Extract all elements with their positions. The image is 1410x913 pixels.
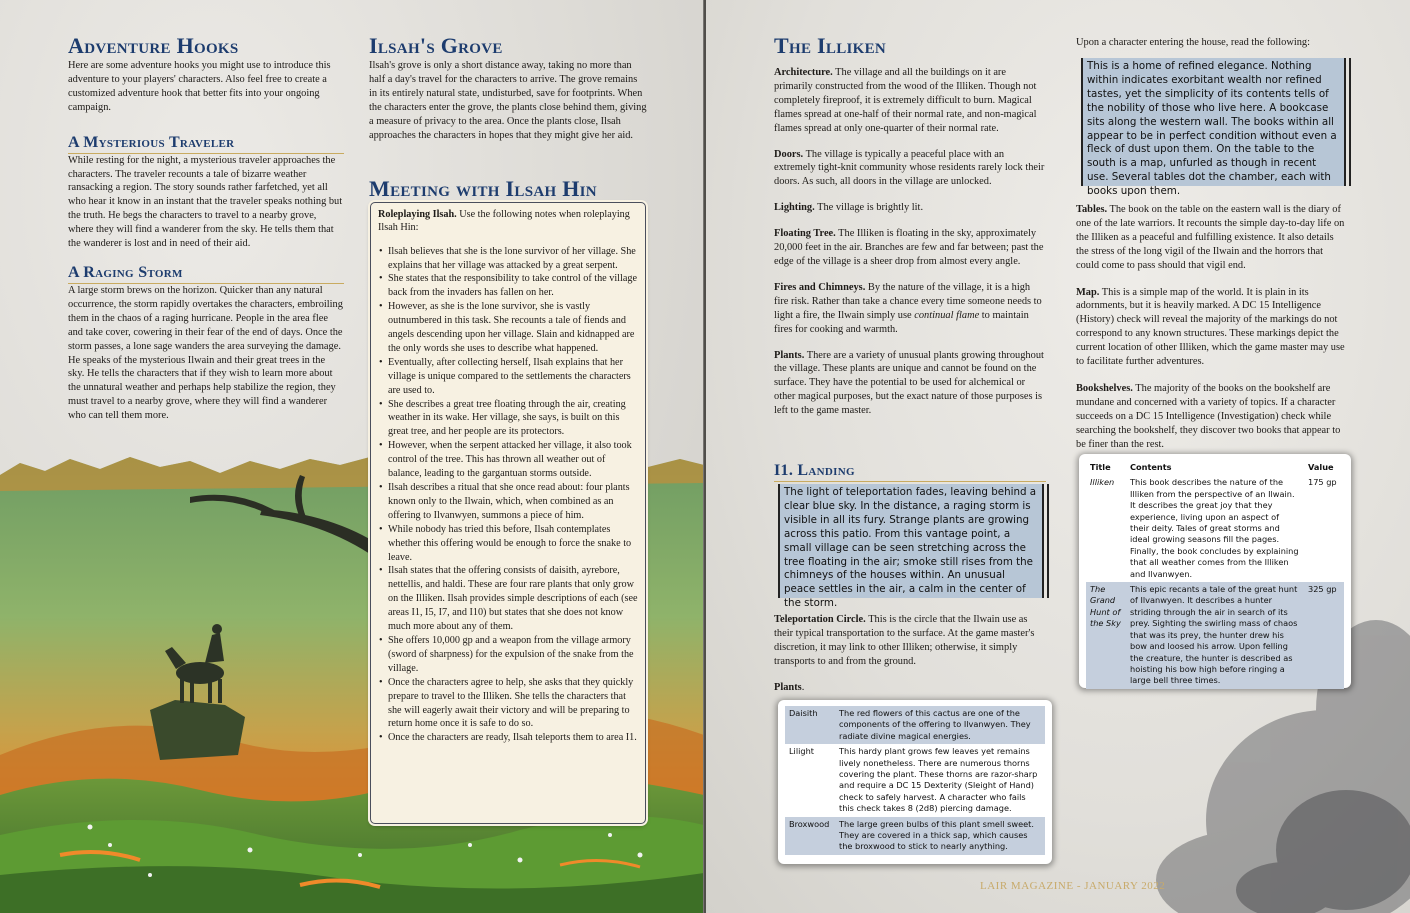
lighting-paragraph: [774, 201, 1046, 215]
col-contents-header: Contents: [1130, 462, 1172, 472]
architecture-paragraph: [774, 66, 1046, 136]
teleportation-circle-paragraph: [774, 613, 1046, 669]
book-value: 325 gp: [1304, 582, 1344, 689]
table-row: [785, 706, 1045, 744]
books-table: [1086, 460, 1344, 689]
mysterious-traveler-title: A Mysterious Traveler: [68, 134, 344, 154]
tables-paragraph: [1076, 203, 1348, 273]
books-table-card: [1079, 454, 1351, 688]
roleplaying-bullet: • However, when the serpent attacked her village, it also took control of the tree. This has thrown all weather out of balance, leading to the gargantuan storms outside.: [378, 439, 638, 481]
floating-tree-label: Floating Tree.: [774, 228, 836, 240]
roleplaying-sidebar: [370, 202, 646, 824]
floating-tree-paragraph: [774, 227, 1046, 269]
table-row: [1086, 582, 1344, 689]
doors-paragraph: [774, 148, 1046, 190]
house-details: [1076, 203, 1348, 452]
table-row: [1086, 475, 1344, 582]
lighting-label: Lighting.: [774, 202, 815, 214]
plants-table-caption: [774, 681, 1046, 695]
house-section: [1076, 36, 1348, 50]
bookshelves-label: Bookshelves.: [1076, 382, 1133, 394]
floating-tree-text: The Illiken is floating in the sky, approximately 20,000 feet in the air. Branches are few and far between; past the edge of the village is a sheer drop from almost every angle.: [774, 228, 1044, 267]
lighting-text: The village is brightly lit.: [814, 202, 924, 214]
plants-paragraph: [774, 349, 1046, 419]
tables-text: The book on the table on the eastern wall is the diary of one of the late warriors. It recounts the simple day-to-day life on the Illiken as a peaceful and fulfilling existence. It also details the stress of the long vigil of the Ilwain and the horrors that could come to pass should that vigil end.: [1076, 204, 1345, 271]
doors-text: The village is typically a peaceful place with an extremely tight-knit community whose residents rarely lock their doors. As such, all doors in the village are unlocked.: [774, 148, 1045, 188]
roleplaying-bullet: • Ilsah states that the offering consists of daisith, ayrebore, nettellis, and haldi. These are four rare plants that only grow on the Illiken. Ilsah provides simple descriptions of each (see areas I1, I5, I7, and I10) but states that she does not know much more about any of them.: [378, 564, 638, 634]
house-readaloud: This is a home of refined elegance. Nothing within indicates exorbitant wealth nor refined tastes, yet the simplicity of its contents tells of the nobility of those who live here. A bookcase sits along the western wall. The books within all appear to be in perfect condition without even a fleck of dust upon them. On the table to the south is a map, unfurled as though in recent use. Several tables dot the chamber, each with books upon them.: [1081, 58, 1346, 186]
book-value: 175 gp: [1308, 477, 1337, 488]
raging-storm-text: A large storm brews on the horizon. Quicker than any natural occurrence, the storm rapidly overtakes the characters, embroiling them in the chaos of a raging hurricane. People in the area flee and take cover, cowering in their fear of the end of days. Once the storm passes, a lone sage wanders the area surveying the damage. He speaks of the mysterious Ilwain and their great trees in the sky. He tells the characters that if they wish to learn more about the unnatural weather and perhaps help stabilize the region, they must travel to a nearby grove, where they will find a wanderer who can tell them more.: [68, 284, 343, 422]
fires-text-b: to maintain fires for cooking and warmth.: [774, 309, 1029, 335]
roleplaying-bullet: • She describes a great tree floating through the air, creating weather in its wake. Her village, she says, is built on this great tree, and her people are its protectors.: [378, 398, 638, 440]
plants-text: There are a variety of unusual plants growing throughout the village. These plants are unique and cannot be found on the surface. They have the potential to be used for alchemical or other magical purposes, but the exact nature of those purposes is left to the game master.: [774, 349, 1044, 417]
map-label: Map.: [1076, 286, 1100, 298]
book-title: Illiken: [1090, 477, 1115, 488]
map-text: This is a simple map of the world. It is plain in its adornments, but it is heavily marked. A DC 15 Intelligence (History) check will reveal the majority of the markings do not correspond to any known structures. These markings depict the current location of other Illiken, which the game master may use to facilitate further adventures.: [1076, 286, 1345, 368]
doors-label: Doors.: [774, 148, 804, 160]
page-footer: LAIR MAGAZINE - JANUARY 2022: [980, 880, 1166, 892]
roleplaying-intro: [378, 208, 638, 235]
plants-table-caption-end: .: [801, 681, 805, 693]
tables-label: Tables.: [1076, 204, 1108, 215]
roleplaying-bullet: • She states that the responsibility to take control of the village back from the invaders has fallen on her.: [378, 272, 638, 300]
roleplaying-intro-text: Use the following notes when roleplaying Ilsah Hin:: [378, 209, 630, 234]
fires-spell: continual flame: [914, 309, 980, 321]
teleportation-circle-section: [774, 613, 1046, 695]
plant-desc: The large green bulbs of this plant smell sweet. They are covered in a thick sap, which causes the broxwood to stick to nearly anything.: [835, 817, 1045, 855]
roleplaying-bullet: • Eventually, after collecting herself, Ilsah explains that her village is unique compared to the settlements the characters are used to.: [378, 356, 638, 398]
mysterious-traveler-text: While resting for the night, a mysterious traveler approaches the characters. The traveler recounts a tale of bizarre weather ransacking a region. The story sounds rather farfetched, yet all who hear it know in an instant that the traveler speaks nothing but the truth. He begs the characters to travel to a nearby grove, where they will find a wanderer from the sky. He tells them that the wanderer is lost and in need of their aid.: [68, 154, 343, 250]
raging-storm-title: A Raging Storm: [68, 264, 344, 284]
plant-desc: The red flowers of this cactus are one of the components of the offering to Ilvanwyen. They radiate divine magical energies.: [835, 706, 1045, 744]
architecture-text: The village and all the buildings on it are primarily constructed from the wood of the Illiken. Though not completely fireproof, it is extremely difficult to burn. Magical flames spread at one-half of their normal rate, and non-magical flames spread at only one-quarter of their normal rate.: [774, 67, 1037, 134]
plant-name: Daisith: [785, 706, 835, 744]
book-title: The Grand Hunt of the Sky: [1086, 582, 1126, 689]
adventure-hooks-intro: Here are some adventure hooks you might use to introduce this adventure to your players' characters. Also feel free to create a customized adventure hook that better fits into your ongoing campaign.: [68, 60, 331, 113]
meeting-title: Meeting with Ilsah Hin: [369, 176, 597, 201]
roleplaying-bullet: • Ilsah describes a ritual that she once read about: four plants known only to the Ilwain, which, when combined as an offering to Ilvanwyen, summons a piece of him.: [378, 481, 638, 523]
roleplaying-bullet: • While nobody has tried this before, Ilsah contemplates whether this offering would be enough to force the snake to leave.: [378, 523, 638, 565]
adventure-hooks-section: [68, 33, 344, 423]
book-contents: This epic recants a tale of the great hunt of Ilvanwyen. It describes a hunter striding through the air in search of its prey. Sighting the swirling mass of chaos that was its prey, the hunter drew his bow and loosed his arrow. Upon felling the creature, the hunter is described as hoisting his bow high before ringing a large bell three times.: [1126, 582, 1304, 689]
book-contents: This book describes the nature of the Illiken from the perspective of an Ilwain. It describes the great joy that they experience, living upon an aspect of their deity. Tales of great storms and ideal growing seasons fill the pages. Finally, the book concludes by explaining that all weather comes from the Illiken and Ilvanwyen.: [1130, 477, 1299, 579]
roleplaying-list: [378, 245, 638, 746]
illiken-section: [774, 33, 1046, 418]
adventure-hooks-title: Adventure Hooks: [68, 33, 239, 58]
bookshelves-text: The majority of the books on the bookshelf are mundane and concerned with a variety of topics. If a character succeeds on a DC 15 Intelligence (Investigation) check while searching the bookshelf, they discover two books that appear to be finer than the rest.: [1076, 382, 1341, 450]
right-page: [706, 0, 1410, 913]
table-row: [785, 817, 1045, 855]
architecture-label: Architecture.: [774, 67, 833, 78]
roleplaying-label: Roleplaying Ilsah.: [378, 209, 457, 220]
grove-section: [369, 33, 647, 142]
fires-label: Fires and Chimneys.: [774, 281, 866, 293]
bookshelves-paragraph: [1076, 382, 1348, 452]
plants-table: [785, 706, 1045, 855]
plant-name: Broxwood: [785, 817, 835, 855]
roleplaying-bullet: • She offers 10,000 gp and a weapon from the village armory (sword of sharpness) for the expulsion of the snake from the village.: [378, 634, 638, 676]
table-row: [785, 744, 1045, 816]
landing-readaloud: The light of teleportation fades, leaving behind a clear blue sky. In the distance, a raging storm is visible in all its fury. Strange plants are growing across this patio. From this vantage point, a small village can be seen stretching across the tree floating in the air; smoke still rises from the chimneys of the houses within. An unusual peace settles in the air, a calm in the center of the storm.: [778, 484, 1044, 598]
grove-title: Ilsah's Grove: [369, 33, 503, 58]
grove-text: Ilsah's grove is only a short distance away, taking no more than half a day's travel for the characters to arrive. The grove remains in its entirely natural state, undisturbed, save for footprints. When the characters enter the grove, the plants close behind them, giving a measure of privacy to the area. Once the plants close, Ilsah approaches the characters in hopes that they might give her aid.: [369, 60, 647, 141]
fires-paragraph: [774, 281, 1046, 337]
roleplaying-bullet: • Once the characters are ready, Ilsah teleports them to area I1.: [378, 731, 638, 745]
plants-label: Plants.: [774, 349, 805, 361]
map-paragraph: [1076, 286, 1348, 369]
illiken-title: The Illiken: [774, 33, 887, 58]
plant-name: Lilight: [789, 746, 814, 757]
col-title-header: Title: [1090, 462, 1111, 472]
plant-desc: This hardy plant grows few leaves yet remains lively nonetheless. There are numerous thorns covering the plant. These thorns are razor-sharp and require a DC 15 Dexterity (Sleight of Hand) check to safely harvest. A character who fails this check takes 8 (2d8) piercing damage.: [839, 746, 1038, 814]
plants-table-card: [778, 700, 1052, 864]
col-value-header: Value: [1308, 462, 1334, 472]
roleplaying-bullet: • Once the characters agree to help, she asks that they quickly prepare to travel to the Illiken. She tells the characters that she will eagerly await their victory and will be preparing to return home once it is safe to do so.: [378, 676, 638, 732]
landing-title: I1. Landing: [774, 462, 1046, 482]
fires-text-a: By the nature of the village, it is a high fire risk. Rather than take a chance every time someone needs to light a fire, the Ilwain simply use: [774, 281, 1042, 321]
plants-table-label: Plants: [774, 681, 802, 693]
left-page: [0, 0, 704, 913]
teleportation-circle-label: Teleportation Circle.: [774, 614, 866, 625]
table-header-row: [1086, 460, 1344, 475]
roleplaying-bullet: • However, as she is the lone survivor, she is vastly outnumbered in this task. She recounts a tale of fiends and angels descending upon her village. Slain and kidnapped are the only words she uses to describe what happened.: [378, 300, 638, 356]
roleplaying-bullet: • Ilsah believes that she is the lone survivor of her village. She explains that her village was attacked by a great serpent.: [378, 245, 638, 273]
house-intro: Upon a character entering the house, read the following:: [1076, 37, 1310, 48]
teleportation-circle-text: This is the circle that the Ilwain use as their typical transportation to the surface. At the game master's discretion, it may link to other Illiken; otherwise, it simply transports to and from the ground.: [774, 614, 1035, 667]
